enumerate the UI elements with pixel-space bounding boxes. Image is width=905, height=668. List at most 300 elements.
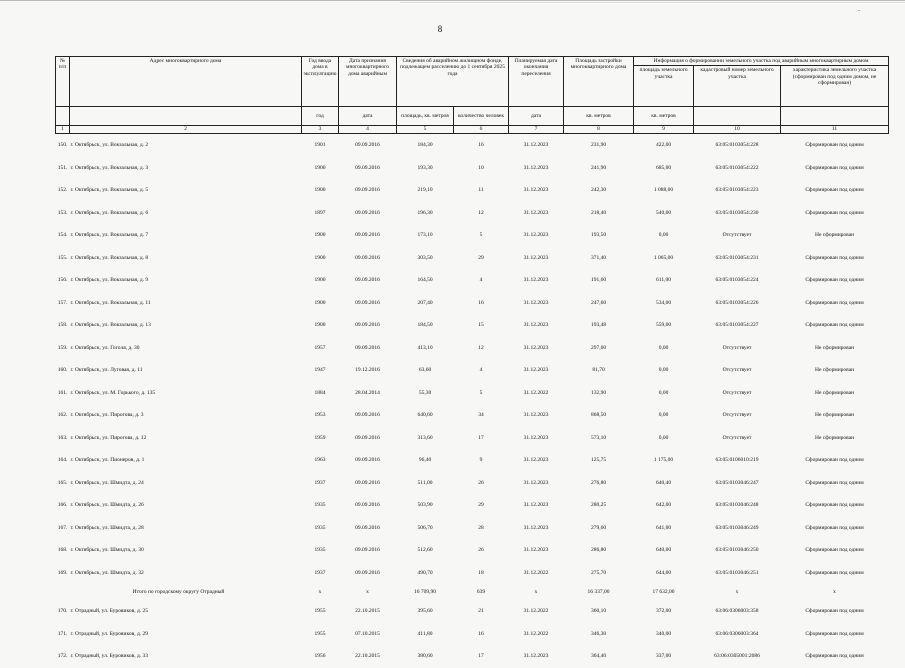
table-row [56, 472, 889, 495]
row-cadastral: Отсутствует [722, 344, 752, 351]
row-build-area: 241,90 [590, 164, 607, 171]
table-row [56, 359, 889, 382]
row-address: г. Отрадный, ул. Буровиков, д. 25 [70, 608, 149, 615]
row-plan-date: 31.12.2023 [523, 479, 549, 486]
row-area: 490,70 [417, 569, 433, 576]
row-date: 09.09.2016 [355, 142, 380, 149]
row-cadastral: 63:05:0103054:228 [715, 142, 759, 149]
row-land-area: 372,00 [655, 608, 672, 615]
row-characteristic: Сформирован под одним [805, 524, 864, 531]
row-cadastral: 63:05:0103054:231 [715, 254, 759, 261]
unit-blank-address [70, 107, 302, 126]
colnum: 4 [339, 126, 397, 134]
row-area: 380,60 [417, 653, 433, 660]
row-num: 151. [57, 164, 68, 171]
row-characteristic: Не сформирован [814, 389, 855, 396]
row-area: 63,60 [418, 367, 432, 374]
row-people: 9 [479, 457, 483, 464]
row-people: 16 [478, 630, 484, 637]
row-land-area: 540,00 [655, 209, 672, 216]
row-build-area: 371,40 [590, 254, 607, 261]
row-plan-date: 31.12.2023 [523, 164, 549, 171]
row-area: 219,10 [417, 187, 433, 194]
row-people: 15 [478, 322, 484, 329]
table-row [56, 404, 889, 427]
row-date: 22.10.2015 [355, 653, 380, 660]
row-address: г. Октябрьск, ул. Гоголя, д. 30 [70, 344, 140, 351]
row-build-area: 280,25 [590, 502, 607, 509]
row-characteristic: Не сформирован [814, 344, 855, 351]
row-address: г. Октябрьск, ул. Пирогова, д. 3 [70, 412, 144, 419]
row-people: 16 [478, 142, 484, 149]
header-land-info: Информация о формировании земельного участка под аварийным многоквартирным домом [634, 57, 889, 66]
row-address: г. Октябрьск, ул. Вокзальная, д. 8 [70, 254, 149, 261]
table-row [56, 562, 889, 585]
total-land: 17 632,00 [652, 589, 675, 596]
row-num: 153. [57, 209, 68, 216]
row-build-area: 242,30 [590, 187, 607, 194]
table-row [56, 157, 889, 180]
row-date: 09.09.2016 [355, 299, 380, 306]
row-cadastral: 63:05:0103054:223 [715, 187, 759, 194]
unit-land-sqm: кв. метров [634, 107, 694, 126]
row-build-area: 231,90 [590, 142, 607, 149]
row-characteristic: Сформирован под одним [805, 322, 864, 329]
row-date: 09.09.2016 [355, 254, 380, 261]
row-cadastral: Отсутствует [722, 367, 752, 374]
row-area: 411,80 [417, 630, 433, 637]
table-row [56, 517, 889, 540]
row-build-area: 276,80 [590, 479, 607, 486]
row-characteristic: Сформирован под одним [805, 164, 864, 171]
row-people: 12 [478, 344, 484, 351]
row-num: 160. [57, 367, 68, 374]
row-year: 1897 [314, 209, 326, 216]
row-area: 164,50 [417, 277, 433, 284]
row-area: 313,60 [417, 434, 433, 441]
table-row [56, 494, 889, 517]
row-num: 150. [57, 142, 68, 149]
row-cadastral: 63:06:0305001:2086 [714, 653, 760, 660]
row-build-area: 132,90 [590, 389, 607, 396]
row-year: 1900 [314, 164, 326, 171]
row-cadastral: 63:05:0103046:247 [715, 479, 759, 486]
row-year: 1955 [314, 630, 326, 637]
row-date: 22.10.2015 [355, 608, 380, 615]
corner-mark: - [858, 6, 861, 14]
table-row [56, 539, 889, 562]
row-people: 10 [478, 164, 484, 171]
row-cadastral: Отсутствует [722, 412, 752, 419]
row-area: 395,60 [417, 608, 433, 615]
row-address: г. Октябрьск, ул. Вокзальная, д. 7 [70, 232, 149, 239]
row-build-area: 360,10 [590, 608, 607, 615]
row-year: 1901 [314, 142, 326, 149]
row-address: г. Октябрьск, ул. Вокзальная, д. 2 [70, 142, 149, 149]
unit-blank-char [781, 107, 889, 126]
row-plan-date: 31.12.2023 [523, 322, 549, 329]
table-row [56, 179, 889, 202]
row-area: 413,10 [417, 344, 433, 351]
row-build-area: 275,70 [590, 569, 607, 576]
row-characteristic: Сформирован под одним [805, 653, 864, 660]
unit-area: площадь, кв. метров [397, 107, 454, 126]
header-emergency-info: Сведения об аварийном жилищном фонде, подлежащем расселению до 1 сентября 2025 года [397, 57, 509, 107]
row-people: 29 [478, 254, 484, 261]
row-year: 1937 [314, 479, 326, 486]
row-plan-date: 31.12.2022 [523, 608, 549, 615]
row-build-area: 193,48 [590, 322, 607, 329]
row-plan-date: 31.12.2023 [523, 277, 549, 284]
row-area: 196,30 [417, 209, 433, 216]
row-land-area: 0,00 [658, 344, 669, 351]
row-plan-date: 31.12.2023 [523, 457, 549, 464]
total-build: 16 337,00 [587, 589, 610, 596]
colnum: 5 [397, 126, 454, 134]
table-row [56, 202, 889, 225]
row-num: 156. [57, 277, 68, 284]
total-plan: x [534, 589, 538, 596]
row-people: 29 [478, 502, 484, 509]
total-row [56, 584, 889, 600]
row-people: 34 [478, 412, 484, 419]
row-date: 28.04.2014 [355, 389, 380, 396]
row-plan-date: 31.12.2022 [523, 569, 549, 576]
row-area: 506,70 [417, 524, 433, 531]
row-area: 184,50 [417, 322, 433, 329]
colnum: 7 [509, 126, 564, 134]
row-build-area: 346,30 [590, 630, 607, 637]
row-num: 167. [57, 524, 68, 531]
colnum: 1 [56, 126, 70, 134]
row-build-area: 193,50 [590, 232, 607, 239]
row-cadastral: 63:05:0103054:230 [715, 209, 759, 216]
row-address: г. Октябрьск, ул. Шмидта, д. 32 [70, 569, 144, 576]
row-build-area: 364,40 [590, 653, 607, 660]
row-address: г. Октябрьск, ул. Вокзальная, д. 6 [70, 209, 149, 216]
row-address: г. Октябрьск, ул. М. Горького, д. 135 [70, 389, 156, 396]
row-date: 09.09.2016 [355, 434, 380, 441]
row-year: 1900 [314, 232, 326, 239]
row-land-area: 422,00 [655, 142, 672, 149]
table-row [56, 337, 889, 360]
table-row [56, 269, 889, 292]
row-characteristic: Сформирован под одним [805, 209, 864, 216]
row-land-area: 611,00 [656, 277, 671, 284]
row-build-area: 218,40 [590, 209, 607, 216]
row-build-area: 573,10 [590, 434, 607, 441]
row-cadastral: Отсутствует [722, 389, 752, 396]
row-land-area: 1 065,00 [653, 254, 674, 261]
row-cadastral: 63:05:0103054:227 [715, 322, 759, 329]
row-people: 4 [479, 277, 483, 284]
row-people: 16 [478, 299, 484, 306]
row-year: 1937 [314, 569, 326, 576]
row-characteristic: Сформирован под одним [805, 142, 864, 149]
row-characteristic: Сформирован под одним [805, 608, 864, 615]
header-address: Адрес многоквартирного дома [70, 57, 302, 107]
row-year: 1884 [314, 389, 326, 396]
row-num: 161. [57, 389, 68, 396]
row-address: г. Октябрьск, ул. Шмидта, д. 26 [70, 502, 144, 509]
row-people: 17 [478, 653, 484, 660]
row-cadastral: 63:05:0103046:250 [715, 547, 759, 554]
row-date: 09.09.2016 [355, 524, 380, 531]
unit-blank [56, 107, 70, 126]
row-num: 158. [57, 322, 68, 329]
row-cadastral: 63:05:0106010:219 [715, 457, 759, 464]
row-area: 173,10 [417, 232, 433, 239]
header-year-commission: Год ввода дома в эксплуатацию [302, 57, 339, 107]
unit-plan-date: дата [509, 107, 564, 126]
row-land-area: 644,00 [655, 569, 672, 576]
row-people: 12 [478, 209, 484, 216]
row-plan-date: 31.12.2023 [523, 547, 549, 554]
row-cadastral: 63:06:0306003:364 [715, 630, 759, 637]
row-people: 21 [478, 608, 484, 615]
page-number: 8 [437, 24, 443, 34]
header-cadastral: кадастровый номер земельного участка [694, 66, 781, 107]
row-num: 169. [57, 569, 68, 576]
row-land-area: 534,00 [655, 299, 672, 306]
row-address: г. Отрадный, ул. Буровиков, д. 29 [70, 630, 149, 637]
row-characteristic: Не сформирован [814, 367, 855, 374]
row-year: 1959 [314, 434, 326, 441]
row-year: 1953 [314, 412, 326, 419]
row-address: г. Октябрьск, ул. Пирогова, д. 12 [70, 434, 147, 441]
row-characteristic: Сформирован под одним [805, 277, 864, 284]
row-people: 26 [478, 479, 484, 486]
total-year: x [318, 589, 322, 596]
colnum: 6 [454, 126, 509, 134]
table-row [56, 314, 889, 337]
row-num: 168. [57, 547, 68, 554]
row-date: 09.09.2016 [355, 209, 380, 216]
unit-sqm: кв. метров [564, 107, 634, 126]
row-plan-date: 31.12.2023 [523, 232, 549, 239]
header-planned-date: Планируемая дата окончания переселения [509, 57, 564, 107]
row-cadastral: Отсутствует [722, 232, 752, 239]
row-date: 09.09.2016 [355, 322, 380, 329]
row-year: 1963 [314, 457, 326, 464]
row-year: 1947 [314, 367, 326, 374]
row-build-area: 286,80 [590, 547, 607, 554]
row-date: 09.09.2016 [355, 569, 380, 576]
row-plan-date: 31.12.2022 [523, 630, 549, 637]
row-land-area: 0,00 [658, 389, 669, 396]
row-land-area: 641,00 [655, 524, 672, 531]
row-people: 11 [478, 187, 484, 194]
row-cadastral: 63:05:0103046:249 [715, 524, 759, 531]
row-address: г. Отрадный, ул. Буровиков, д. 33 [70, 653, 149, 660]
row-build-area: 297,00 [590, 344, 607, 351]
row-num: 155. [57, 254, 68, 261]
row-area: 503,90 [417, 502, 433, 509]
row-characteristic: Не сформирован [814, 434, 855, 441]
row-area: 55,30 [418, 389, 432, 396]
row-num: 172. [57, 653, 68, 660]
row-plan-date: 31.12.2022 [523, 389, 549, 396]
row-cadastral: Отсутствует [722, 434, 752, 441]
row-year: 1935 [314, 524, 326, 531]
row-date: 09.09.2016 [355, 164, 380, 171]
table-row [56, 449, 889, 472]
row-date: 09.09.2016 [355, 479, 380, 486]
row-plan-date: 31.12.2023 [523, 434, 549, 441]
row-num: 157. [57, 299, 68, 306]
row-plan-date: 31.12.2023 [523, 524, 549, 531]
total-area: 16 709,90 [414, 589, 436, 596]
row-land-area: 1 088,00 [653, 187, 674, 194]
row-build-area: 868,50 [590, 412, 607, 419]
colnum: 2 [70, 126, 302, 134]
table-row [56, 427, 889, 450]
row-plan-date: 31.12.2023 [523, 344, 549, 351]
row-year: 1900 [314, 254, 326, 261]
row-plan-date: 31.12.2023 [523, 653, 549, 660]
row-date: 09.09.2016 [355, 187, 380, 194]
row-date: 09.09.2016 [355, 277, 380, 284]
scan-top-line-faint [400, 2, 905, 3]
row-address: г. Октябрьск, ул. Шмидта, д. 30 [70, 547, 144, 554]
row-area: 96,40 [418, 457, 432, 464]
row-address: г. Октябрьск, ул. Шмидта, д. 28 [70, 524, 144, 531]
row-build-area: 125,75 [590, 457, 607, 464]
row-area: 511,00 [417, 479, 433, 486]
row-area: 193,30 [417, 164, 433, 171]
row-land-area: 559,00 [655, 322, 672, 329]
row-address: г. Октябрьск, ул. Вокзальная, д. 5 [70, 187, 149, 194]
row-plan-date: 31.12.2023 [523, 142, 549, 149]
row-land-area: 685,00 [655, 164, 672, 171]
colnum: 3 [302, 126, 339, 134]
colnum: 11 [781, 126, 889, 134]
row-cadastral: 63:05:0103046:251 [715, 569, 759, 576]
row-cadastral: 63:05:0103054:224 [715, 277, 759, 284]
table-row [56, 134, 889, 157]
row-land-area: 340,00 [655, 630, 672, 637]
row-date: 19.12.2016 [355, 367, 380, 374]
row-address: г. Октябрьск, ул. Луговая, д. 11 [70, 367, 143, 374]
row-people: 5 [479, 232, 483, 239]
row-people: 28 [478, 524, 484, 531]
row-land-area: 640,00 [655, 547, 672, 554]
row-num: 166. [57, 502, 68, 509]
row-num: 163. [57, 434, 68, 441]
row-characteristic: Сформирован под одним [805, 254, 864, 261]
row-characteristic: Не сформирован [814, 232, 855, 239]
row-characteristic: Сформирован под одним [805, 569, 864, 576]
row-plan-date: 31.12.2023 [523, 187, 549, 194]
table-row [56, 292, 889, 315]
row-num: 171. [57, 630, 68, 637]
header-num: № п/п [56, 57, 70, 107]
unit-blank-cad [694, 107, 781, 126]
scan-top-line [0, 0, 905, 1]
row-land-area: 0,00 [658, 367, 669, 374]
row-build-area: 81,70 [592, 367, 605, 374]
row-people: 18 [478, 569, 484, 576]
row-characteristic: Сформирован под одним [805, 299, 864, 306]
row-land-area: 0,00 [658, 232, 669, 239]
row-year: 1900 [314, 299, 326, 306]
row-area: 640,60 [417, 412, 433, 419]
row-address: г. Октябрьск, ул. Пионеров, д. 1 [70, 457, 145, 464]
row-land-area: 642,00 [655, 502, 672, 509]
colnum: 9 [634, 126, 694, 134]
row-date: 09.09.2016 [355, 457, 380, 464]
table-row [56, 623, 889, 646]
row-characteristic: Сформирован под одним [805, 187, 864, 194]
total-people: 639 [476, 589, 486, 596]
row-date: 09.09.2016 [355, 412, 380, 419]
row-characteristic: Не сформирован [814, 412, 855, 419]
row-num: 154. [57, 232, 68, 239]
row-num: 159. [57, 344, 68, 351]
row-build-area: 247,60 [590, 299, 607, 306]
table-row [56, 382, 889, 405]
colnum: 10 [694, 126, 781, 134]
row-cadastral: 63:06:0306003:358 [715, 608, 759, 615]
row-area: 184,30 [417, 142, 433, 149]
row-cadastral: 63:05:0103046:248 [715, 502, 759, 509]
unit-count: количество человек [454, 107, 509, 126]
colnum: 8 [564, 126, 634, 134]
row-plan-date: 31.12.2023 [523, 209, 549, 216]
row-address: г. Октябрьск, ул. Вокзальная, д. 9 [70, 277, 149, 284]
row-land-area: 0,00 [658, 412, 669, 419]
row-characteristic: Сформирован под одним [805, 457, 864, 464]
header-characteristic: характеристика земельного участка (сформирован под одним домом, не сформирован) [781, 66, 889, 107]
row-address: г. Октябрьск, ул. Вокзальная, д. 11 [70, 299, 151, 306]
emergency-housing-table [55, 56, 889, 668]
row-num: 164. [57, 457, 68, 464]
row-address: г. Октябрьск, ул. Вокзальная, д. 13 [70, 322, 151, 329]
total-date: x [366, 589, 369, 596]
row-plan-date: 31.12.2023 [523, 299, 549, 306]
row-characteristic: Сформирован под одним [805, 630, 864, 637]
row-year: 1955 [314, 608, 326, 615]
table-row [56, 247, 889, 270]
row-characteristic: Сформирован под одним [805, 479, 864, 486]
row-year: 1935 [314, 502, 326, 509]
total-cad: x [735, 589, 739, 596]
row-land-area: 0,00 [658, 434, 669, 441]
row-people: 26 [478, 547, 484, 554]
header-building-area: Площадь застройки многоквартирного дома [564, 57, 634, 107]
row-year: 1957 [314, 344, 326, 351]
row-characteristic: Сформирован под одним [805, 502, 864, 509]
unit-date: дата [339, 107, 397, 126]
row-plan-date: 31.12.2023 [523, 412, 549, 419]
table-row [56, 224, 889, 247]
row-year: 1900 [314, 187, 326, 194]
row-date: 09.09.2016 [355, 344, 380, 351]
row-area: 207,40 [417, 299, 433, 306]
row-num: 170. [57, 608, 68, 615]
row-date: 09.09.2016 [355, 232, 380, 239]
row-build-area: 279,60 [590, 524, 607, 531]
row-num: 152. [57, 187, 68, 194]
header-land-area: площадь земельного участка [634, 66, 694, 107]
row-area: 512,60 [417, 547, 433, 554]
row-people: 4 [479, 367, 483, 374]
row-build-area: 191,60 [590, 277, 607, 284]
row-area: 303,50 [417, 254, 433, 261]
row-cadastral: 63:05:0103054:222 [715, 164, 759, 171]
row-num: 165. [57, 479, 68, 486]
row-date: 09.09.2016 [355, 502, 380, 509]
